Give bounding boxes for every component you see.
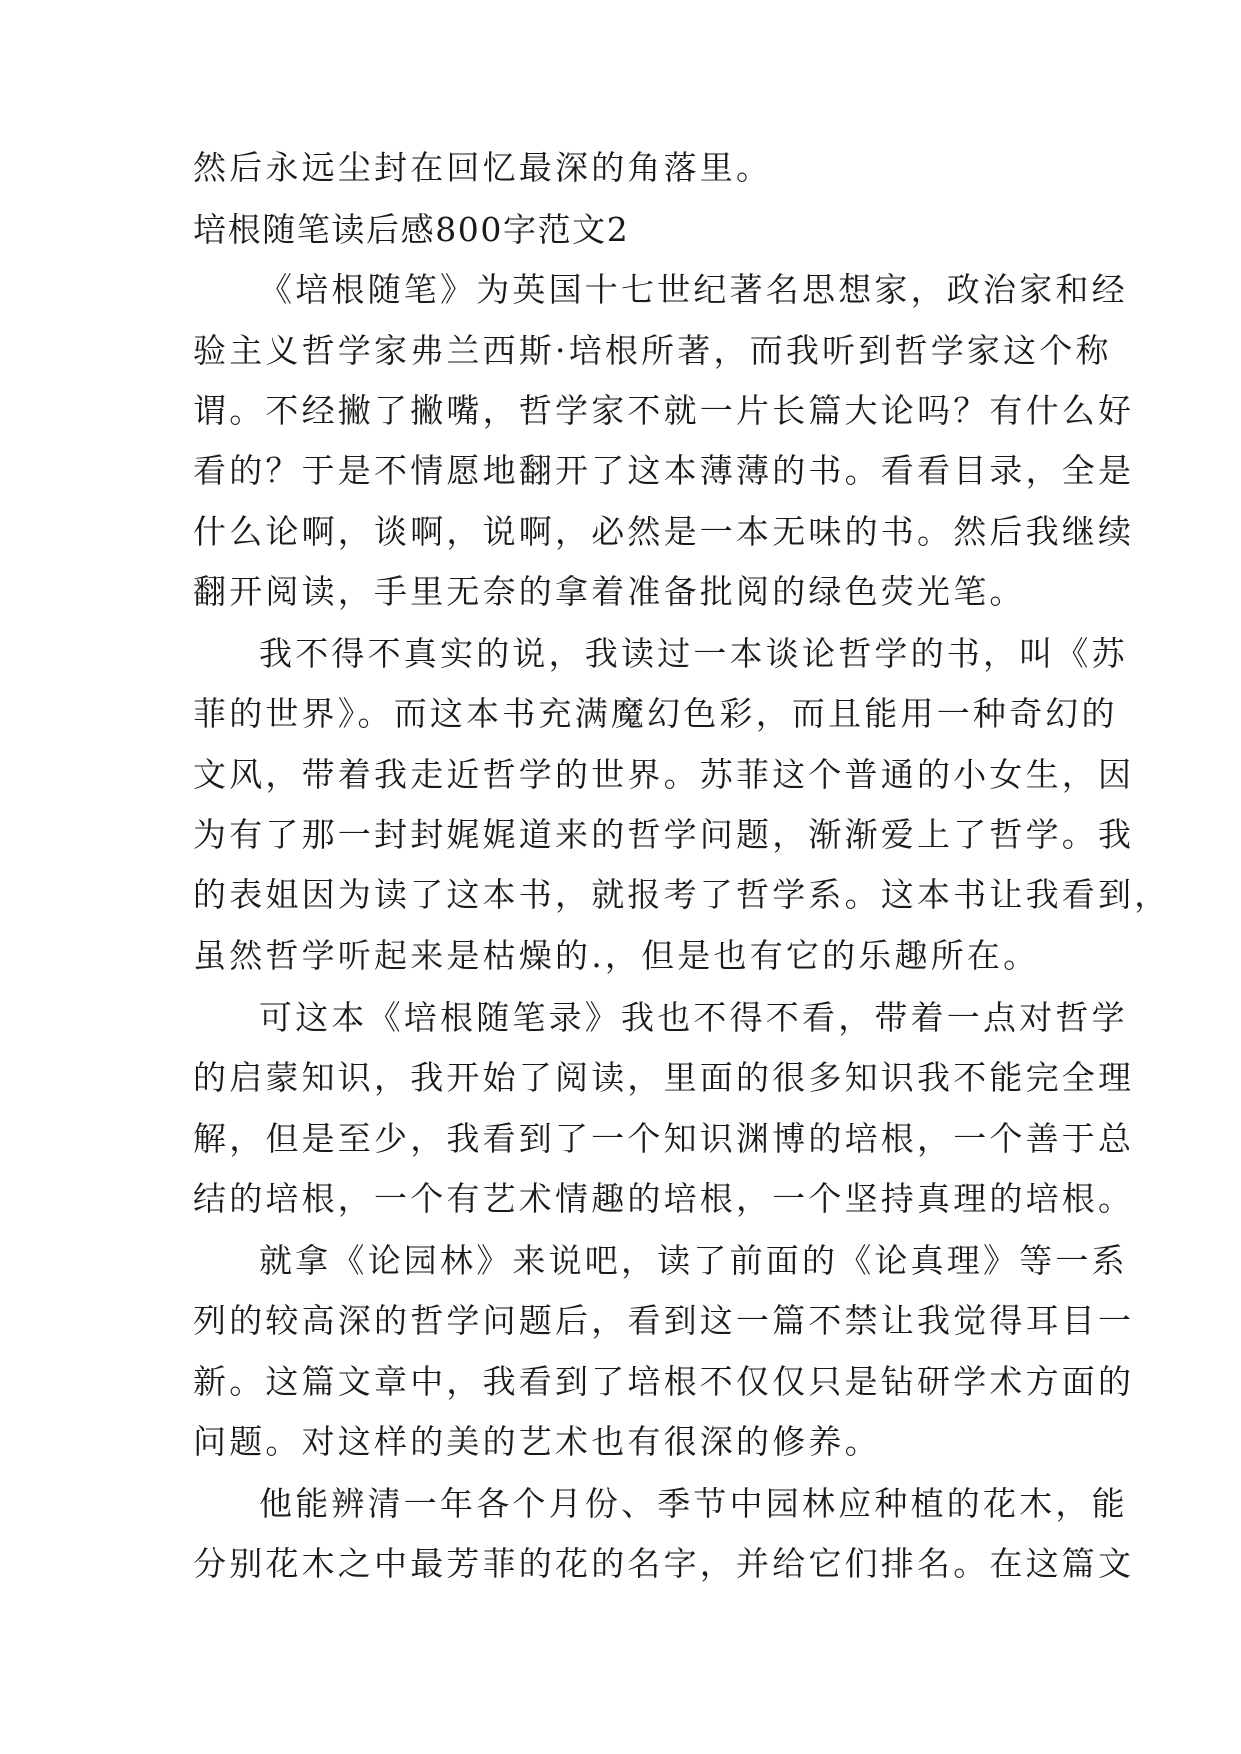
paragraph-line: 可这本《培根随笔录》我也不得不看，带着一点对哲学 [259,998,1128,1037]
paragraph-line: 结的培根，一个有艺术情趣的培根，一个坚持真理的培根。 [193,1179,1135,1218]
paragraph-line: 为有了那一封封娓娓道来的哲学问题，渐渐爱上了哲学。我 [193,815,1135,854]
paragraph-line: 新。这篇文章中，我看到了培根不仅仅只是钻研学术方面的 [193,1362,1135,1401]
paragraph-line: 我不得不真实的说，我读过一本谈论哲学的书，叫《苏 [259,634,1128,673]
section-heading: 培根随笔读后感800字范文2 [193,210,630,249]
paragraph-line: 什么论啊，谈啊，说啊，必然是一本无味的书。然后我继续 [193,512,1135,551]
paragraph-line: 虽然哲学听起来是枯燥的.，但是也有它的乐趣所在。 [193,936,1040,975]
paragraph-line: 解，但是至少，我看到了一个知识渊博的培根，一个善于总 [193,1119,1135,1158]
paragraph-line: 谓。不经撇了撇嘴，哲学家不就一片长篇大论吗？有什么好 [193,391,1135,430]
paragraph-line: 的启蒙知识，我开始了阅读，里面的很多知识我不能完全理 [193,1058,1135,1097]
paragraph-line: 列的较高深的哲学问题后，看到这一篇不禁让我觉得耳目一 [193,1301,1135,1340]
paragraph-line: 看的？于是不情愿地翻开了这本薄薄的书。看看目录，全是 [193,451,1135,490]
paragraph-line: 《培根随笔》为英国十七世纪著名思想家，政治家和经 [259,270,1128,309]
paragraph-line: 文风，带着我走近哲学的世界。苏菲这个普通的小女生，因 [193,755,1135,794]
paragraph-line: 就拿《论园林》来说吧，读了前面的《论真理》等一系 [259,1241,1128,1280]
paragraph-line: 分别花木之中最芳菲的花的名字，并给它们排名。在这篇文 [193,1544,1135,1583]
paragraph-line: 验主义哲学家弗兰西斯·培根所著，而我听到哲学家这个称 [193,331,1112,370]
paragraph-line: 的表姐因为读了这本书，就报考了哲学系。这本书让我看到， [193,875,1171,914]
paragraph-line: 翻开阅读，手里无奈的拿着准备批阅的绿色荧光笔。 [193,572,1026,611]
paragraph-line: 问题。对这样的美的艺术也有很深的修养。 [193,1422,881,1461]
text-line: 然后永远尘封在回忆最深的角落里。 [193,148,773,187]
paragraph-line: 菲的世界》。而这本书充满魔幻色彩，而且能用一种奇幻的 [193,694,1118,733]
paragraph-line: 他能辨清一年各个月份、季节中园林应种植的花木，能 [259,1484,1128,1523]
